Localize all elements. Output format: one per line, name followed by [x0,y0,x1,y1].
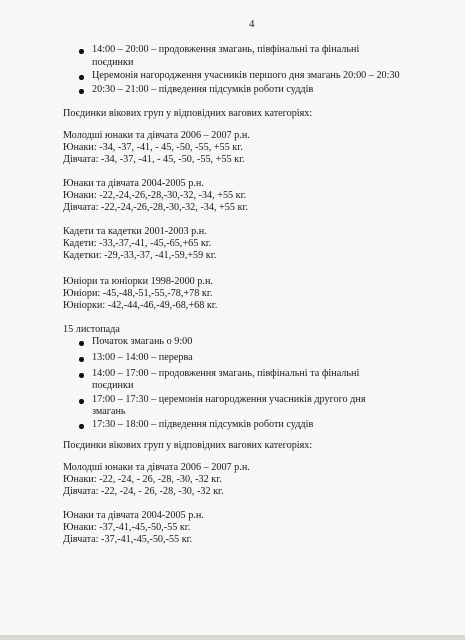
schedule-item: 17:30 – 18:00 – підведення підсумків роботи суддів [92,419,314,430]
schedule-item-continuation: змагань [92,406,126,417]
weight-categories: Юніорки: -42,-44,-46,-49,-68,+68 кг. [63,300,218,311]
section-heading: Поєдинки вікових груп у відповідних вагових категоріях: [63,108,313,119]
bullet-marker [79,341,84,346]
section-heading: Поєдинки вікових груп у відповідних вагових категоріях: [63,440,313,451]
weight-categories: Юнаки: -22,-24,-26,-28,-30,-32, -34, +55 кг. [63,190,247,201]
bullet-marker [79,399,84,404]
schedule-item-continuation: поєдинки [92,57,134,68]
age-group-title: Юнаки та дівчата 2004-2005 р.н. [63,178,204,189]
weight-categories: Юнаки: -34, -37, -41, - 45, -50, -55, +55 кг. [63,142,243,153]
schedule-item: Початок змагань о 9:00 [92,336,193,347]
schedule-item: 14:00 – 17:00 – продовження змагань, півфінальні та фінальні [92,368,360,379]
schedule-item: 14:00 – 20:00 – продовження змагань, півфінальні та фінальні [92,44,360,55]
bullet-marker [79,49,84,54]
scan-edge [0,635,465,640]
bullet-marker [79,357,84,362]
bullet-marker [79,75,84,80]
weight-categories: Дівчата: -22,-24,-26,-28,-30,-32, -34, +55 кг. [63,202,249,213]
weight-categories: Юнаки: -37,-41,-45,-50,-55 кг. [63,522,191,533]
schedule-item: Церемонія нагородження учасників першого дня змагань 20:00 – 20:30 [92,70,400,81]
bullet-marker [79,424,84,429]
weight-categories: Кадетки: -29,-33,-37, -41,-59,+59 кг. [63,250,217,261]
schedule-item: 20:30 – 21:00 – підведення підсумків роботи суддів [92,84,314,95]
age-group-title: Юнаки та дівчата 2004-2005 р.н. [63,510,204,521]
age-group-title: Молодші юнаки та дівчата 2006 – 2007 р.н. [63,462,250,473]
day-heading: 15 листопада [63,324,120,335]
age-group-title: Юніори та юніорки 1998-2000 р.н. [63,276,213,287]
weight-categories: Дівчата: -34, -37, -41, - 45, -50, -55, +55 кг. [63,154,245,165]
schedule-item: 13:00 – 14:00 – перерва [92,352,193,363]
page-number: 4 [249,18,255,30]
age-group-title: Молодші юнаки та дівчата 2006 – 2007 р.н. [63,130,250,141]
weight-categories: Юнаки: -22, -24, - 26, -28, -30, -32 кг. [63,474,222,485]
age-group-title: Кадети та кадетки 2001-2003 р.н. [63,226,207,237]
weight-categories: Юніори: -45,-48,-51,-55,-78,+78 кг. [63,288,213,299]
bullet-marker [79,89,84,94]
weight-categories: Дівчата: -22, -24, - 26, -28, -30, -32 кг. [63,486,224,497]
bullet-marker [79,373,84,378]
schedule-item: 17:00 – 17:30 – церемонія нагородження учасників другого дня [92,394,366,405]
schedule-item-continuation: поєдинки [92,380,134,391]
weight-categories: Дівчата: -37,-41,-45,-50,-55 кг. [63,534,193,545]
weight-categories: Кадети: -33,-37,-41, -45,-65,+65 кг. [63,238,212,249]
